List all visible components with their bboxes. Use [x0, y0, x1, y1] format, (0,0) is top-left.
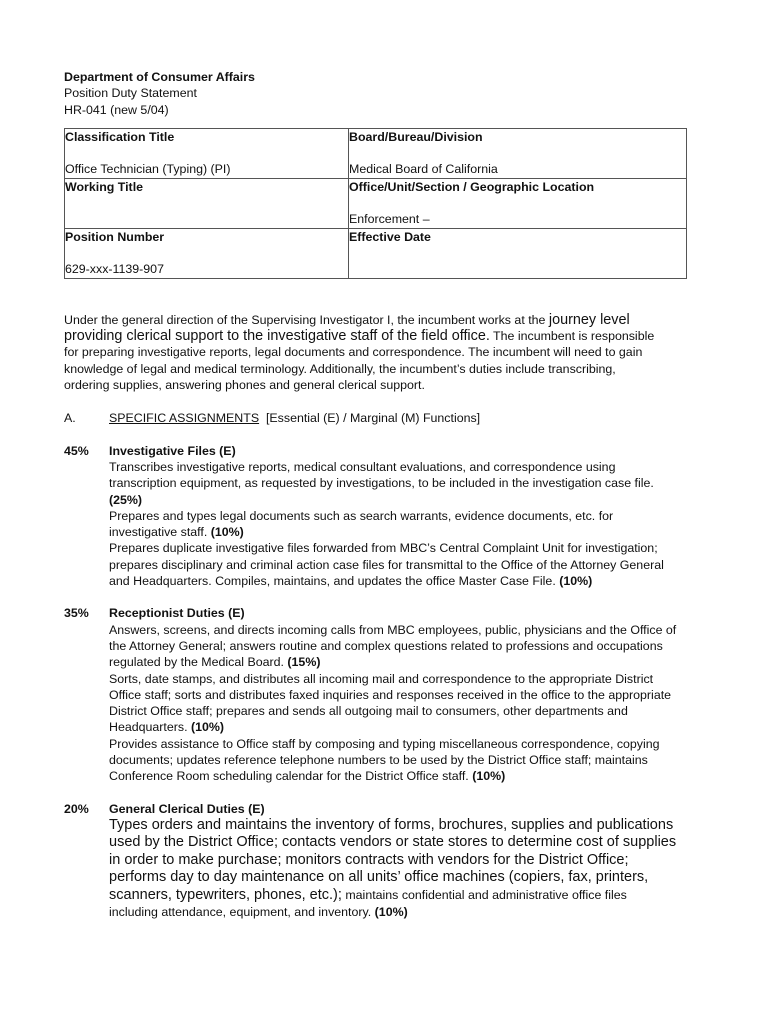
position-number-label: Position Number [65, 229, 165, 244]
section-subtitle: [Essential (E) / Marginal (M) Functions] [259, 411, 481, 426]
task-general-clerical [64, 801, 688, 921]
section-heading [64, 410, 688, 426]
position-number-value: 629-xxx-1139-907 [65, 262, 164, 277]
task-item: Types orders and maintains the inventory of forms, brochures, supplies and publications used by the District Office; contacts vendors or state stores to determine cost of supplies in order to make purchase; monitors contracts with vendors for the District Office; performs day to day maintenance on all units’ office machines (copiers, fax, printers, scanners, typewriters, phones, etc.); maintains confidential and administrative office files including attendance, equipment, and inventory. (10%) [109, 816, 677, 920]
task-item: Prepares duplicate investigative files forwarded from MBC’s Central Complaint Unit for investigation; prepares disciplinary and criminal action case files for transmittal to the Office of the Attorney General and Headquarters. Compiles, maintains, and updates the office Master Case File. (10%) [109, 541, 664, 589]
task-title: General Clerical Duties (E) [109, 801, 265, 816]
task-item: Provides assistance to Office staff by composing and typing miscellaneous correspondence, copying documents; updates reference telephone numbers to be used by the District Office staff; maintains Conference Room scheduling calendar for the District Office staff. (10%) [109, 736, 660, 784]
department-name: Department of Consumer Affairs [64, 70, 255, 84]
task-percent: 20% [64, 801, 89, 816]
intro-text-1: Under the general direction of the Supervising Investigator I, the incumbent works at the [64, 312, 549, 327]
task-percent: 35% [64, 606, 89, 621]
task-investigative-files [64, 443, 688, 590]
intro-text-3: The incumbent is responsible for preparing investigative reports, legal documents and correspondence. The incumbent will need to gain knowledge of legal and medical terminology. Additionally, the incumbent’s duties include transcribing, ordering supplies, answering phones and general clerical support. [64, 329, 655, 393]
classification-title-label: Classification Title [65, 129, 175, 144]
position-info-table [64, 128, 687, 279]
document-header [64, 69, 688, 118]
task-title: Receptionist Duties (E) [109, 606, 245, 621]
office-location-label: Office/Unit/Section / Geographic Location [349, 179, 595, 194]
effective-date-label: Effective Date [349, 229, 431, 244]
board-bureau-division-value: Medical Board of California [349, 162, 498, 177]
form-id: HR-041 (new 5/04) [64, 102, 169, 117]
duty-statement-page [64, 69, 688, 921]
task-item: Answers, screens, and directs incoming calls from MBC employees, public, physicians and the Office of the Attorney General; answers routine and complex questions related to professions and occupations regulated by the Medical Board. (15%) [109, 622, 677, 670]
task-title: Investigative Files (E) [109, 443, 236, 458]
task-item: Transcribes investigative reports, medical consultant evaluations, and correspondence using transcription equipment, as requested by investigations, to be included in the investigation case file. (25%) [109, 459, 654, 507]
section-letter: A. [64, 411, 76, 426]
working-title-label: Working Title [65, 179, 144, 194]
document-title: Position Duty Statement [64, 86, 197, 101]
intro-text-2: journey level providing clerical support to the investigative staff of the field office. [64, 311, 630, 345]
task-item: Sorts, date stamps, and distributes all incoming mail and correspondence to the appropriate District Office staff; sorts and distributes faxed inquiries and responses received in the office to the appropriate District Office staff; prepares and sends all outgoing mail to consumers, other departments and Headquarters. (10%) [109, 671, 672, 735]
task-receptionist-duties [64, 605, 688, 784]
office-location-value: Enforcement – [349, 212, 430, 227]
section-title: SPECIFIC ASSIGNMENTS [109, 411, 260, 426]
classification-title-value: Office Technician (Typing) (PI) [65, 162, 231, 177]
task-percent: 45% [64, 443, 89, 458]
task-item: Prepares and types legal documents such as search warrants, evidence documents, etc. for investigative staff. (10%) [109, 508, 614, 540]
intro-paragraph [64, 312, 664, 393]
board-bureau-division-label: Board/Bureau/Division [349, 129, 483, 144]
